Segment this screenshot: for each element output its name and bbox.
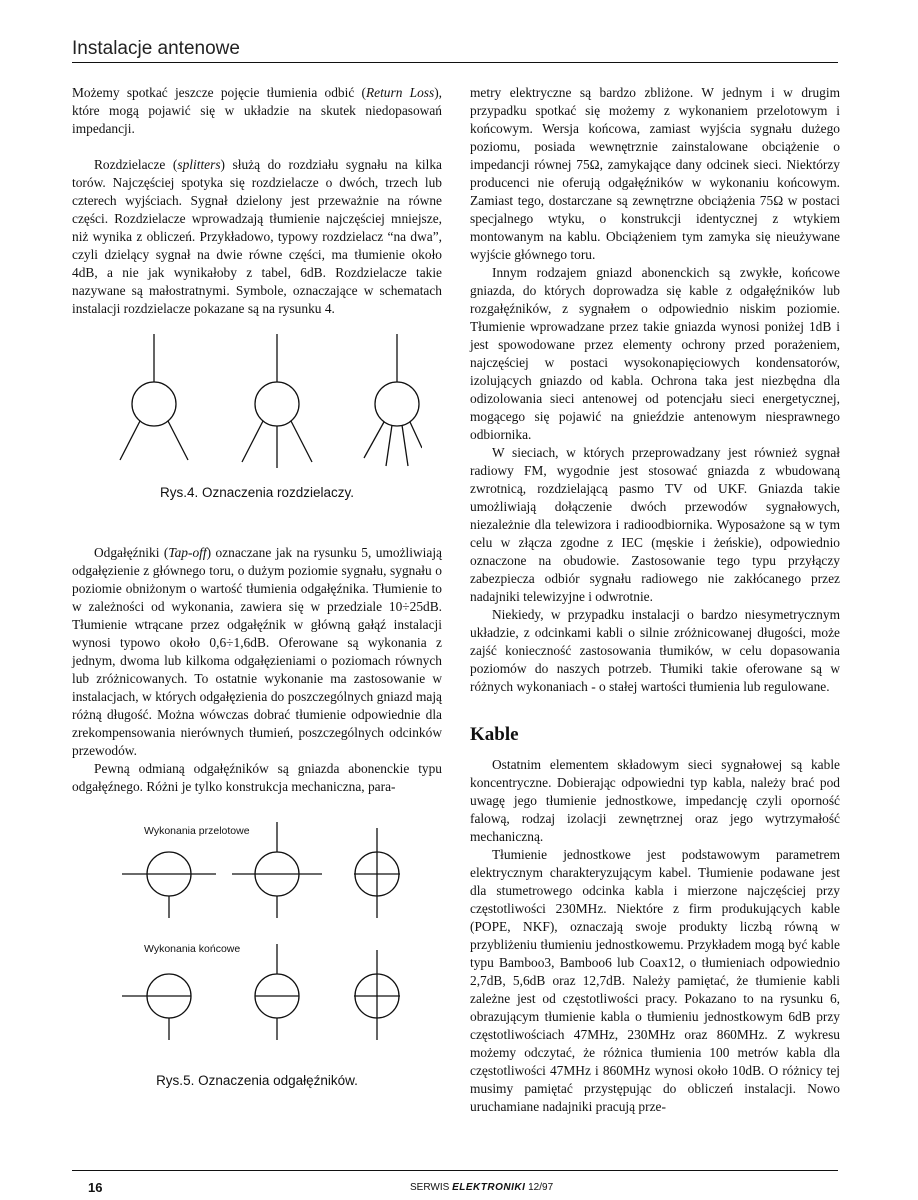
paragraph-attenuators: Niekiedy, w przypadku instalacji o bardzo niesymetrycznym układzie, z odcinkami kabli o silnie zróżnicowanej długości, może zajść konieczność zastosowania tłumików, w celu dopasowania poziomów do naszych potrzeb. Tłumiki takie oferowane są w różnych wykonaniach - o stałej wartości tłumienia lub regulowane. — [470, 607, 840, 694]
figure-tap-off-symbols — [92, 818, 422, 1068]
splitter-two-way-symbol — [120, 334, 188, 460]
right-column — [470, 84, 840, 1116]
page-number: 16 — [88, 1180, 103, 1195]
paragraph-fm-sockets: W sieciach, w których przeprowadzany jest również sygnał radiowy FM, wygodnie jest stosować gniazda z wbudowaną zwrotnicą, rozdzielającą pasmo TV od UKF. Gniazda takie umożliwiają dołączenie dwóch przewodów sygnałowych, niezależnie dla telewizora i radioodbiornika. Wyposażone są w tym celu w złącza zgodne z IEC (męskie i żeńskie), odpowiednio oznaczone na obudowie. Zastosowanie tego typu przyłączy zabezpiecza odbiór sygnału radiowego nie zakłócanego przez nadajniki telewizyjne i odwrotnie. — [470, 445, 840, 604]
paragraph-coax-cables: Ostatnim elementem składowym sieci sygnałowej są kable koncentryczne. Dobierając odpowiedni typ kabla, należy brać pod uwagę jego tłumienie jednostkowe, impedancję czyli oporność falową, rodzaj izolacji zewnętrznej oraz jego wytrzymałość mechaniczną. — [470, 757, 840, 844]
paragraph-return-loss: Możemy spotkać jeszcze pojęcie tłumienia odbić (Return Loss), które mogą pojawić się w układzie na skutek niedopasowań impedancji. — [72, 85, 443, 136]
splitter-four-way-symbol — [364, 334, 422, 466]
section-heading-cables: Kable — [470, 724, 519, 745]
label-end-versions: Wykonania końcowe — [144, 943, 241, 955]
figure-4-caption: Rys.4. Oznaczenia rozdzielaczy. — [159, 485, 355, 500]
tap-through-vertical-symbol — [354, 828, 400, 918]
paragraph-tap-off: Odgałęźniki (Tap-off) oznaczane jak na rysunku 5, umożliwiają odgałęzienie z głównego toru, o dużym poziomie sygnału, sygnału o poziomie obniżonym o wartość tłumienia odgałęźnika. Tłumienie to w zależności od wykonania, zawiera się w przedziale 10÷25dB. Tłumienie wtrącane przez odgałęźnik w główną gałąź instalacji wynosi typowo około 0,6÷1,6dB. Oferowane są wykonania z jednym, dwoma lub kilkoma odgałęzieniami o poziomach równych lub zróżnicowanych. To ostatnie wykonanie ma zastosowanie w instalacjach, w których odgałęzienia do poszczególnych gniazd mają różną długość. Można wówczas dobrać tłumienie odpowiednie dla zrekompensowania nierównych tłumień, poszczególnych odcinków przewodów. — [72, 545, 442, 758]
tap-end-single-symbol — [122, 974, 191, 1040]
splitter-three-way-symbol — [242, 334, 312, 468]
paragraph-unit-attenuation: Tłumienie jednostkowe jest podstawowym parametrem elektrycznym charakteryzującym kabel. Tłumienie podawane jest dla stumetrowego odcinka kabla i mierzone najczęściej przy częstotliwości 230MHz. Niektóre z firm produkujących kable (POPE, NKF), oznaczają swoje produkty liczbą równą w przybliżeniu tłumieniu jednostkowemu. Przykładem mogą być kable typu Bamboo3, Bamboo6 lub Coax12, o tłumieniach odpowiednio 2,7dB, 5,6dB oraz 12,7dB. Należy pamiętać, że tłumienie kabli zależne jest od częstotliwości pracy. Pokazano to na rysunku 6, obrazującym tłumienie kabla o tłumieniu jednostkowym 6dB przy częstotliwościach 47MHz, 230MHz oraz 860MHz. Z wykresu możemy odczytać, że różnica tłumienia 100 metrów kabla dla częstotliwości 47MHz i 860MHz wynosi około 10dB. O różnicy tej musimy pamiętać przystępując do obliczeń instalacji. Nowo uruchamiane nadajniki pracują prze- — [470, 847, 840, 1114]
paragraph-splitters: Rozdzielacze (splitters) służą do rozdziału sygnału na kilka torów. Najczęściej spotyka się rozdzielacze o dwóch, trzech lub czterech wyjściach. Sygnał dzielony jest przeważnie na równe części. Rozdzielacze wprowadzają tłumienie najczęściej mniejsze, niż wynika z obliczeń. Przykładowo, typowy rozdzielacz “na dwa”, czyli dzielący sygnał na dwie równe części, ma tłumienie około 4dB, a nie jak wynikałoby z tabel, 6dB. Rozdzielacze takie nazywane są małostratnymi. Symbole, oznaczające w schematach instalacji rozdzielacze pokazane są na rysunku 4. — [72, 157, 442, 316]
tap-end-vertical-symbol — [354, 950, 400, 1040]
publication-info: SERWIS ELEKTRONIKI 12/97 — [410, 1182, 554, 1193]
footer-divider — [72, 1170, 838, 1171]
paragraph-parameters: metry elektryczne są bardzo zbliżone. W jednym i w drugim przypadku spotkać się możemy z wykonaniem przelotowym i końcowym. Wersja końcowa, zamiast wyjścia sygnału dużego poziomu, posiada wewnętrznie zainstalowane obciążenie o impedancji równej 75Ω, zamykające dany odcinek sieci. Niektórzy producenci nie oferują odgałęźników w wykonaniu końcowym. Zamiast tego, dostarczane są zewnętrzne obciążenia 75Ω w postaci specjalnego wtyku, o konstrukcji identycznej z wtykiem montowanym na kablu. Obciążeniem tym zamyka się nieużywane wyjście głównego toru. — [470, 85, 840, 262]
paragraph-subscriber-sockets: Pewną odmianą odgałęźników są gniazda abonenckie typu odgałęźnego. Różni je tylko konstrukcja mechaniczna, para- — [72, 761, 442, 794]
tap-through-single-symbol — [122, 852, 216, 918]
figure-5-caption: Rys.5. Oznaczenia odgałęźników. — [156, 1073, 358, 1088]
label-through-versions: Wykonania przelotowe — [144, 825, 250, 837]
paragraph-end-sockets: Innym rodzajem gniazd abonenckich są zwykłe, końcowe gniazda, do których doprowadza się kable z odgałęźników lub rozgałęźników, z sygnałem o odpowiednio niskim poziomie. Tłumienie wprowadzane przez takie gniazda wynosi poniżej 1dB i jest spowodowane przez elementy ochrony przed porażeniem, najczęściej w postaci wysokonapięciowych kondensatorów, izolujących gniazdo od kabla. Ochrona taka jest niezbędna dla odizolowania sieci antenowej od potencjału sieci energetycznej, mogącego się pojawić na gnieździe antenowym niesprawnego odbiornika. — [470, 265, 840, 442]
left-column — [72, 84, 442, 1090]
section-title: Instalacje antenowe — [72, 38, 240, 59]
figure-splitter-symbols — [92, 330, 422, 480]
header-divider — [72, 62, 838, 63]
tap-end-double-symbol — [255, 944, 299, 1040]
